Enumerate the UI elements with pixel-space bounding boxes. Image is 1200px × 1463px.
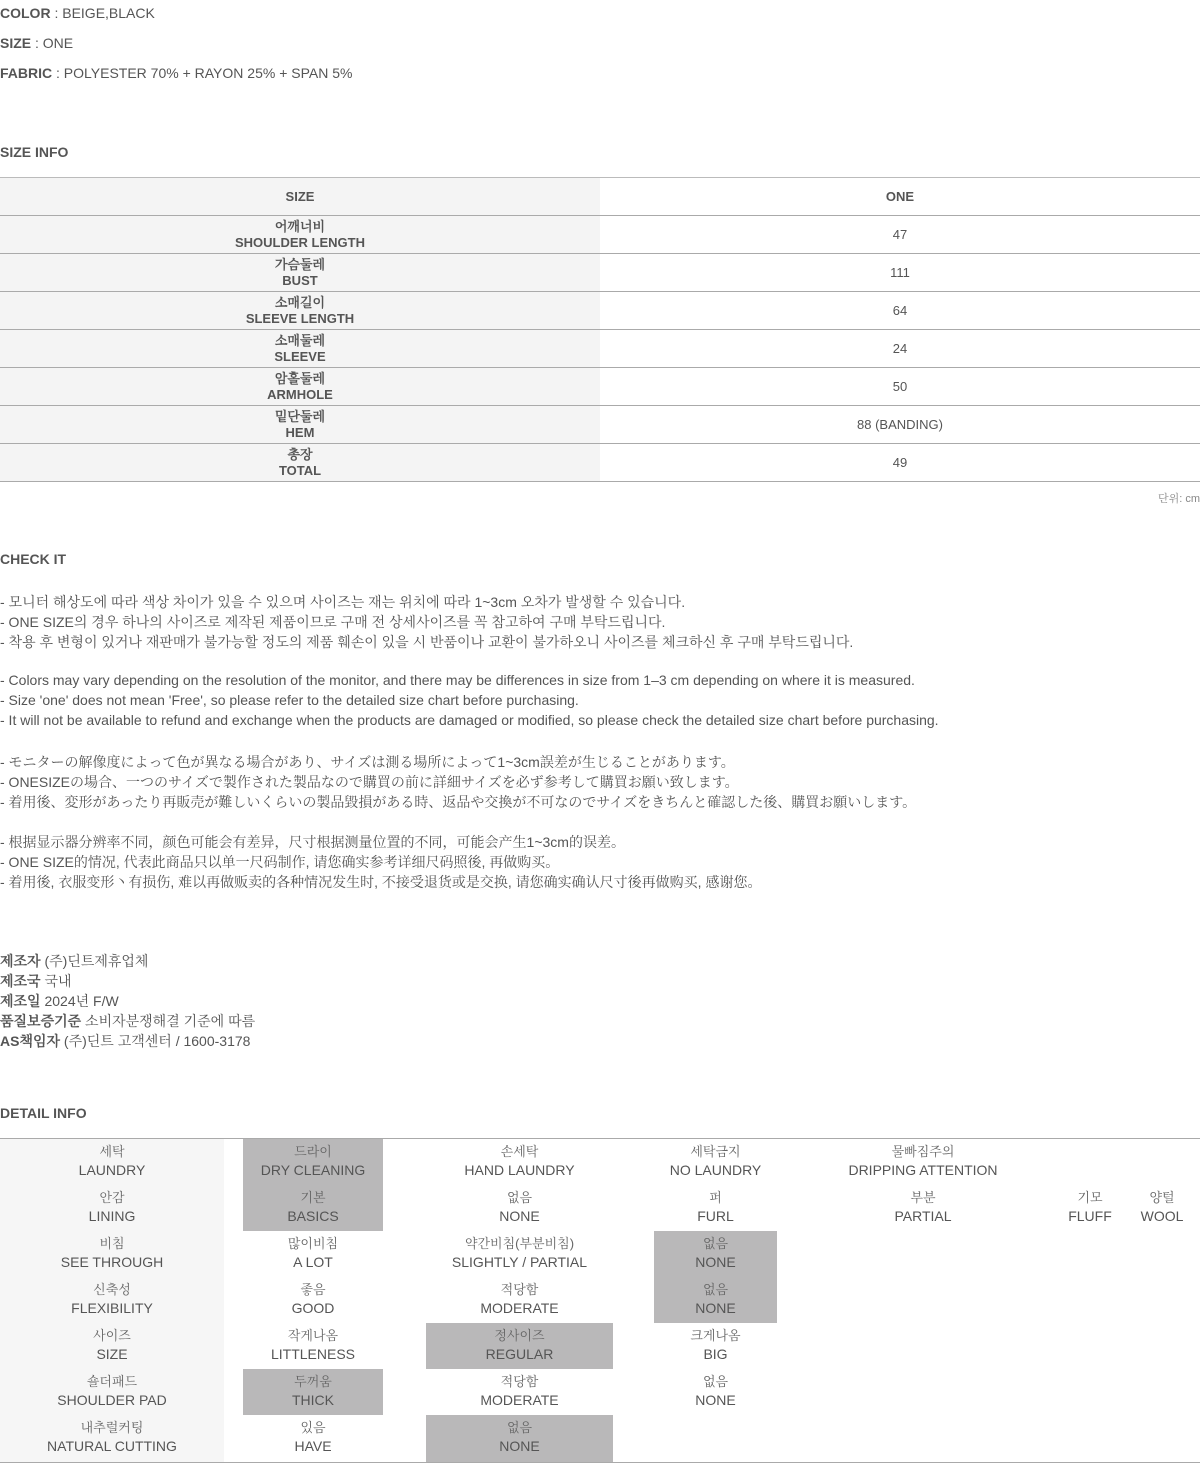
detail-option-ko: 작게나옴 — [287, 1328, 339, 1343]
maker-row — [0, 1031, 250, 1051]
detail-option — [654, 1373, 777, 1409]
size-row-value: 47 — [892, 227, 908, 242]
check-line: - ONE SIZE的情况, 代表此商品只以单一尺码制作, 请您确实参考详细尺码照後, 再做购买。 — [0, 854, 560, 870]
check-line: - ONE SIZE의 경우 하나의 사이즈로 제작된 제품이므로 구매 전 상세사이즈를 꼭 참고하여 구매 부탁드립니다. — [0, 614, 666, 630]
size-row-value: 64 — [892, 303, 908, 318]
detail-option-en: REGULAR — [485, 1346, 554, 1362]
size-row-value: 24 — [892, 341, 908, 356]
detail-option — [654, 1327, 777, 1363]
detail-option-ko: 세탁금지 — [690, 1144, 741, 1159]
detail-label-en: SHOULDER PAD — [57, 1392, 167, 1408]
check-line: - 着用後、変形があったり再販売が難しいくらいの製品毀損がある時、返品や交換が不可なのでサイズをきちんと確認した後、購買お願いします。 — [0, 794, 917, 810]
check-line: - 着用後, 衣服变形丶有损伤, 难以再做贩卖的各种情况发生时, 不接受退货或是交换, 请您确实确认尺寸後再做购买, 感谢您。 — [0, 874, 762, 890]
maker-row — [0, 951, 148, 971]
unit-label: 단위: cm — [1157, 493, 1200, 505]
detail-option-ko: 물빠짐주의 — [891, 1144, 955, 1159]
check-line: - モニターの解像度によって色が異なる場合があり、サイズは測る場所によって1~3cm誤差が生じることがあります。 — [0, 754, 735, 770]
detail-label-en: FLEXIBILITY — [71, 1300, 153, 1316]
detail-option-en: NO LAUNDRY — [669, 1162, 762, 1178]
detail-label-ko: 신축성 — [93, 1282, 131, 1297]
size-label-en: TOTAL — [278, 462, 322, 478]
detail-option-ko: 양털 — [1149, 1190, 1175, 1205]
detail-option-en: WOOL — [1140, 1208, 1184, 1224]
detail-option-ko: 좋음 — [300, 1282, 326, 1297]
detail-option-ko: 없음 — [702, 1374, 729, 1389]
detail-option — [243, 1281, 383, 1317]
detail-label-ko: 내추럴커팅 — [80, 1420, 144, 1435]
size-row — [0, 330, 1200, 368]
detail-option-ko: 있음 — [300, 1420, 326, 1435]
detail-option-ko: 기모 — [1077, 1190, 1103, 1205]
detail-option-en: HAVE — [294, 1438, 332, 1454]
size-label-ko: 어깨너비 — [274, 218, 326, 234]
size-label-ko: 가슴둘레 — [274, 256, 326, 272]
size-table-header — [0, 178, 1200, 216]
size-row-label — [0, 254, 600, 291]
detail-option-en: FLUFF — [1068, 1208, 1112, 1224]
detail-option — [243, 1189, 383, 1225]
detail-option-ko: 적당함 — [500, 1374, 539, 1389]
detail-option-ko: 없음 — [702, 1282, 729, 1297]
detail-label-ko: 안감 — [99, 1190, 125, 1205]
size-row — [0, 444, 1200, 482]
size-row-value: 88 (BANDING) — [857, 417, 943, 432]
detail-option-en: NONE — [499, 1438, 540, 1454]
spec-size — [0, 35, 73, 51]
maker-value: (주)딘트 고객센터 / 1600-3178 — [63, 1033, 251, 1049]
check-line: - It will not be available to refund and exchange when the products are damaged or modified, so please check the detailed size chart before purchasing. — [0, 712, 939, 728]
detail-option — [654, 1143, 777, 1179]
detail-option-en: BASICS — [287, 1208, 339, 1224]
size-label-en: SLEEVE LENGTH — [245, 310, 355, 326]
detail-option-ko: 크게나옴 — [690, 1328, 741, 1343]
check-line: - 根据显示器分辨率不同，颜色可能会有差异，尺寸根据测量位置的不同，可能会产生1~3cm的误差。 — [0, 834, 625, 850]
detail-option-en: HAND LAUNDRY — [464, 1162, 575, 1178]
detail-option — [243, 1143, 383, 1179]
size-row — [0, 216, 1200, 254]
detail-option-ko: 없음 — [506, 1420, 533, 1435]
size-row-label — [0, 368, 600, 405]
detail-option — [654, 1235, 777, 1271]
detail-label-ko: 숄더패드 — [86, 1374, 138, 1389]
spec-value: : POLYESTER 70% + RAYON 25% + SPAN 5% — [56, 65, 353, 81]
maker-label: 제조자 — [0, 953, 41, 969]
spec-fabric — [0, 65, 352, 81]
size-row-value: 49 — [892, 455, 908, 470]
size-row-label — [0, 330, 600, 367]
size-row — [0, 254, 1200, 292]
detail-option-en: MODERATE — [480, 1300, 559, 1316]
detail-option-ko: 기본 — [300, 1190, 326, 1205]
maker-label: 품질보증기준 — [0, 1013, 82, 1029]
spec-label: SIZE — [0, 35, 32, 51]
detail-option — [426, 1235, 613, 1271]
detail-option — [243, 1327, 383, 1363]
detail-option — [243, 1373, 383, 1409]
size-header-value: ONE — [885, 189, 915, 204]
detail-option-ko: 정사이즈 — [494, 1328, 545, 1343]
maker-value: 2024년 F/W — [44, 993, 119, 1009]
check-line: - 모니터 해상도에 따라 색상 차이가 있을 수 있으며 사이즈는 재는 위치에 따라 1~3cm 오차가 발생할 수 있습니다. — [0, 594, 686, 610]
size-label-ko: 소매길이 — [274, 294, 326, 310]
detail-option-ko: 없음 — [506, 1190, 533, 1205]
detail-option-en: BIG — [703, 1346, 728, 1362]
spec-value: : ONE — [35, 35, 74, 51]
check-line: - Colors may vary depending on the resolution of the monitor, and there may be differences in size from 1–3 cm depending on where it is measured. — [0, 672, 915, 688]
spec-value: : BEIGE,BLACK — [54, 5, 155, 21]
detail-option-en: MODERATE — [480, 1392, 559, 1408]
detail-label-laundry — [0, 1143, 224, 1179]
detail-option-ko: 많이비침 — [287, 1236, 339, 1251]
size-label-en: ARMHOLE — [267, 386, 333, 402]
size-info-title: SIZE INFO — [0, 144, 69, 160]
size-row-value: 111 — [890, 265, 910, 280]
detail-option — [243, 1419, 383, 1455]
maker-label: AS책임자 — [0, 1033, 61, 1049]
detail-label-en: LAUNDRY — [78, 1162, 146, 1178]
size-row — [0, 406, 1200, 444]
detail-label-natural-cutting — [0, 1419, 224, 1455]
detail-option-ko: 드라이 — [294, 1144, 332, 1159]
detail-option — [823, 1189, 1023, 1225]
detail-label-ko: 비침 — [99, 1236, 125, 1251]
detail-label-see-through — [0, 1235, 224, 1271]
size-label-en: BUST — [282, 272, 318, 288]
detail-label-en: NATURAL CUTTING — [47, 1438, 177, 1454]
detail-option-ko: 퍼 — [709, 1190, 722, 1205]
detail-option-ko: 약간비침(부분비침) — [464, 1236, 575, 1251]
detail-option-en: DRIPPING ATTENTION — [848, 1162, 998, 1178]
check-line: - ONESIZEの場合、一つのサイズで製作された製品なので購買の前に詳細サイズを必ず参考して購買お願い致します。 — [0, 774, 739, 790]
detail-option-ko: 적당함 — [500, 1282, 539, 1297]
detail-option — [426, 1327, 613, 1363]
size-label-ko: 소매둘레 — [274, 332, 326, 348]
detail-option — [426, 1281, 613, 1317]
size-row-label — [0, 216, 600, 253]
detail-option — [823, 1143, 1023, 1179]
detail-option-en: FURL — [697, 1208, 734, 1224]
detail-label-lining — [0, 1189, 224, 1225]
detail-table — [0, 1138, 1200, 1463]
detail-option-en: NONE — [695, 1300, 736, 1316]
size-label-en: SHOULDER LENGTH — [235, 234, 365, 250]
detail-option-en: NONE — [695, 1254, 736, 1270]
detail-option-en: LITTLENESS — [270, 1346, 356, 1362]
detail-option — [654, 1189, 777, 1225]
size-header-label: SIZE — [0, 178, 600, 215]
detail-label-en: LINING — [88, 1208, 136, 1224]
check-line: - 착용 후 변형이 있거나 재판매가 불가능할 정도의 제품 훼손이 있을 시 반품이나 교환이 불가하오니 사이즈를 체크하신 후 구매 부탁드립니다. — [0, 634, 854, 650]
detail-option — [654, 1281, 777, 1317]
check-line: - Size 'one' does not mean 'Free', so please refer to the detailed size chart before purchasing. — [0, 692, 579, 708]
maker-value: 국내 — [44, 973, 72, 989]
maker-label: 제조일 — [0, 993, 41, 1009]
size-row-value: 50 — [892, 379, 908, 394]
detail-option — [426, 1189, 613, 1225]
detail-option-en: DRY CLEANING — [260, 1162, 366, 1178]
detail-option-en: PARTIAL — [894, 1208, 952, 1224]
detail-label-ko: 사이즈 — [93, 1328, 131, 1343]
detail-option — [1130, 1189, 1194, 1225]
size-label-en: SLEEVE — [274, 348, 326, 364]
maker-row — [0, 991, 119, 1011]
check-it-title: CHECK IT — [0, 551, 67, 567]
spec-color — [0, 5, 155, 21]
spec-label: FABRIC — [0, 65, 53, 81]
detail-option-en: A LOT — [293, 1254, 333, 1270]
size-row-label — [0, 406, 600, 443]
detail-label-en: SEE THROUGH — [60, 1254, 164, 1270]
size-row-label — [0, 444, 600, 481]
maker-row — [0, 1011, 255, 1031]
detail-option — [426, 1373, 613, 1409]
detail-option-ko: 없음 — [702, 1236, 729, 1251]
detail-option-ko: 두꺼움 — [294, 1374, 332, 1389]
detail-label-en: SIZE — [96, 1346, 128, 1362]
maker-value: (주)딘트제휴업체 — [44, 953, 149, 969]
maker-row — [0, 971, 72, 991]
detail-label-flexibility — [0, 1281, 224, 1317]
detail-option-ko: 손세탁 — [500, 1144, 539, 1159]
detail-option-en: SLIGHTLY / PARTIAL — [451, 1254, 588, 1270]
size-table — [0, 177, 1200, 482]
size-label-en: HEM — [285, 424, 315, 440]
detail-option — [243, 1235, 383, 1271]
spec-label: COLOR — [0, 5, 51, 21]
size-row — [0, 368, 1200, 406]
detail-option-en: NONE — [695, 1392, 736, 1408]
detail-label-shoulder-pad — [0, 1373, 224, 1409]
detail-option-en: GOOD — [291, 1300, 335, 1316]
detail-option-ko: 부분 — [910, 1190, 936, 1205]
size-row — [0, 292, 1200, 330]
maker-label: 제조국 — [0, 973, 41, 989]
size-label-ko: 암홀둘레 — [274, 370, 326, 386]
detail-option-en: THICK — [292, 1392, 334, 1408]
detail-option — [1060, 1189, 1120, 1225]
detail-option-en: NONE — [499, 1208, 540, 1224]
detail-label-ko: 세탁 — [99, 1144, 125, 1159]
size-label-ko: 총장 — [287, 446, 313, 462]
detail-option — [426, 1419, 613, 1455]
detail-info-title: DETAIL INFO — [0, 1105, 87, 1121]
detail-option — [426, 1143, 613, 1179]
detail-label-size — [0, 1327, 224, 1363]
size-label-ko: 밑단둘레 — [274, 408, 326, 424]
size-row-label — [0, 292, 600, 329]
maker-value: 소비자분쟁해결 기준에 따름 — [85, 1013, 256, 1029]
